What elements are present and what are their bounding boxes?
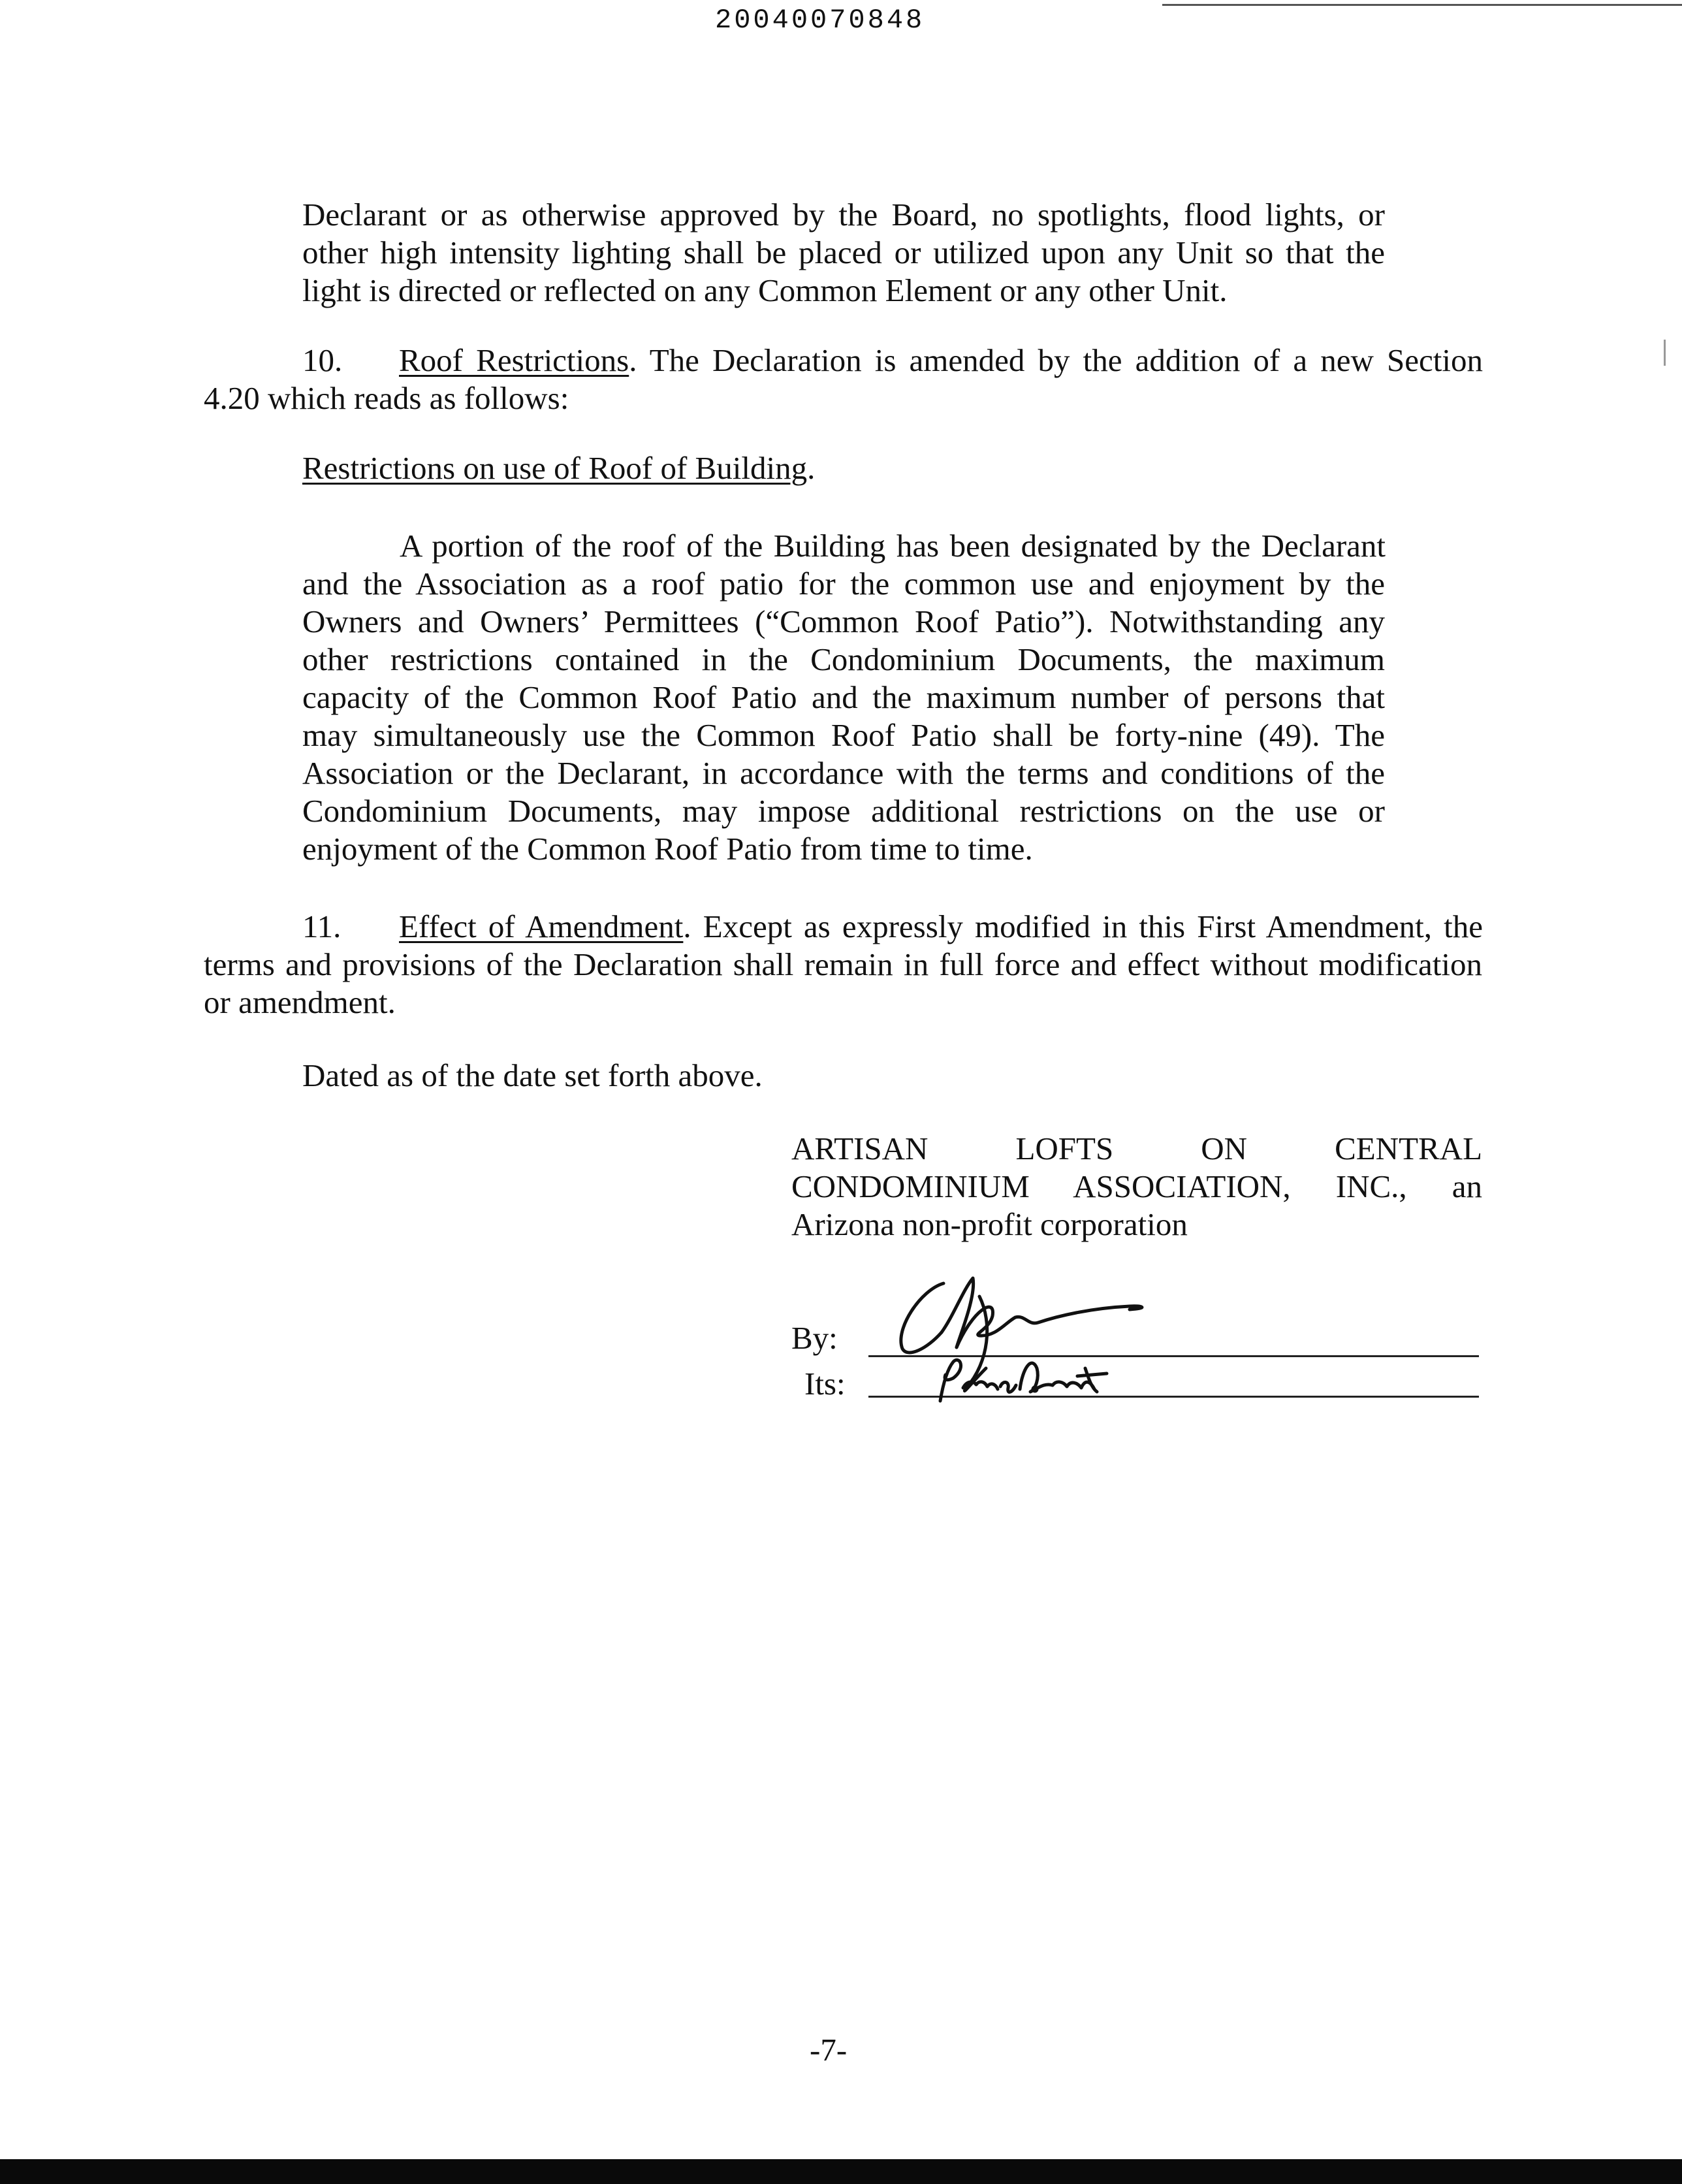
entity-line: Arizona non-profit corporation bbox=[791, 1206, 1188, 1242]
text-line: enjoyment of the Common Roof Patio from time to time. bbox=[302, 831, 1033, 867]
text-line: light is directed or reflected on any Common Element or any other Unit. bbox=[302, 272, 1228, 308]
text-line: Association or the Declarant, in accordance with the terms and conditions of the bbox=[302, 755, 1385, 791]
text-line: A portion of the roof of the Building has been designated by the Declarant bbox=[400, 528, 1386, 564]
text-line: capacity of the Common Roof Patio and the maximum number of persons that bbox=[302, 679, 1385, 715]
scan-edge-mark bbox=[1664, 340, 1666, 366]
handwritten-signature bbox=[881, 1270, 1221, 1414]
subheading bbox=[302, 449, 1385, 487]
recording-number: 20040070848 bbox=[715, 5, 925, 36]
scan-top-rule bbox=[1162, 4, 1682, 6]
dated-line: Dated as of the date set forth above. bbox=[302, 1057, 763, 1093]
section-heading: Effect of Amendment bbox=[399, 908, 684, 944]
section-11-line-3: or amendment. bbox=[204, 984, 396, 1020]
text-line: other restrictions contained in the Condominium Documents, the maximum bbox=[302, 641, 1385, 677]
section-number: 11. bbox=[302, 908, 341, 944]
entity-line: CONDOMINIUM ASSOCIATION, INC., an bbox=[791, 1168, 1482, 1204]
section-number: 10. bbox=[302, 342, 343, 378]
subheading-text: Restrictions on use of Roof of Building bbox=[302, 450, 808, 486]
section-text: . Except as expressly modified in this First Amendment, the bbox=[683, 908, 1483, 944]
section-heading: Roof Restrictions bbox=[399, 342, 629, 378]
section-11-line-1 bbox=[302, 908, 1483, 946]
section-10-line-1 bbox=[302, 342, 1483, 379]
entity-line: ARTISAN LOFTS ON CENTRAL bbox=[791, 1131, 1482, 1166]
its-label: Its: bbox=[804, 1366, 846, 1402]
page-number: -7- bbox=[810, 2032, 848, 2068]
text-line: and the Association as a roof patio for the common use and enjoyment by the bbox=[302, 566, 1385, 602]
text-line: Declarant or as otherwise approved by the Board, no spotlights, flood lights, or bbox=[302, 197, 1385, 233]
by-label: By: bbox=[791, 1320, 838, 1356]
text-line: Owners and Owners’ Permittees (“Common Roof Patio”). Notwithstanding any bbox=[302, 603, 1385, 639]
scan-bottom-bar bbox=[0, 2159, 1682, 2184]
section-10-line-2: 4.20 which reads as follows: bbox=[204, 380, 569, 416]
subheading-suffix: . bbox=[807, 450, 816, 486]
section-11-line-2: terms and provisions of the Declaration shall remain in full force and effect without modification bbox=[204, 946, 1482, 982]
text-line: other high intensity lighting shall be placed or utilized upon any Unit so that the bbox=[302, 234, 1385, 270]
text-line: Condominium Documents, may impose additional restrictions on the use or bbox=[302, 793, 1385, 829]
text-line: may simultaneously use the Common Roof Patio shall be forty-nine (49). The bbox=[302, 717, 1385, 753]
section-text: . The Declaration is amended by the addition of a new Section bbox=[629, 342, 1483, 378]
